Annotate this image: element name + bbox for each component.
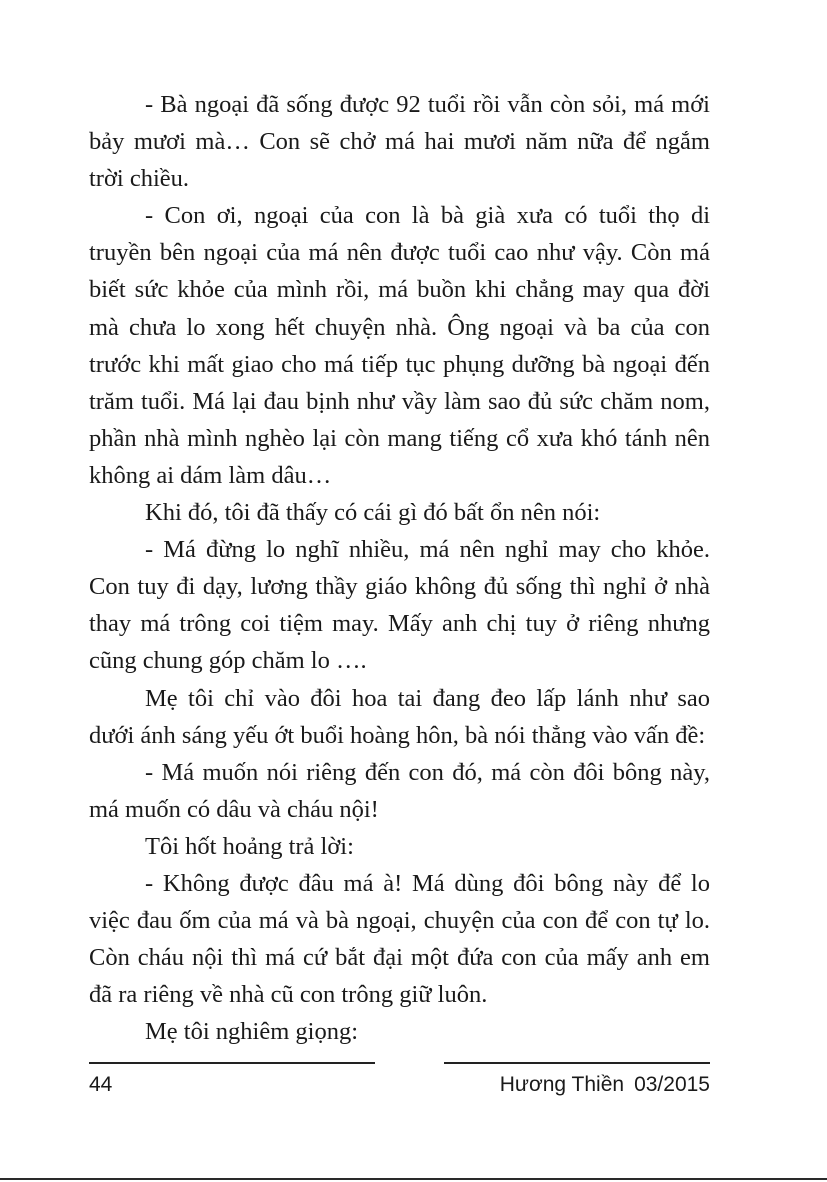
footer-author: Hương Thiền [499, 1073, 625, 1096]
paragraph: Tôi hốt hoảng trả lời: [145, 832, 354, 860]
body-text [89, 86, 710, 1050]
paragraph: - Má muốn nói riêng đến con đó, má còn đôi bông này, má muốn có dâu và cháu nội! [89, 758, 710, 823]
scan-bottom-edge [0, 1178, 827, 1180]
paragraph: Khi đó, tôi đã thấy có cái gì đó bất ổn nên nói: [145, 499, 601, 527]
paragraph: - Không được đâu má à! Má dùng đôi bông này để lo việc đau ốm của má và bà ngoại, chuyện của con để con tự lo. Còn cháu nội thì má cứ bắt đại một đứa con của mấy anh em đã ra riêng về nhà cũ con trông giữ luôn. [89, 869, 710, 1009]
paragraph: - Bà ngoại đã sống được 92 tuổi rồi vẫn còn sỏi, má mới bảy mươi mà… Con sẽ chở má hai mươi năm nữa để ngắm trời chiều. [89, 91, 710, 193]
running-footer [500, 1072, 710, 1098]
paragraph: Mẹ tôi chỉ vào đôi hoa tai đang đeo lấp lánh như sao dưới ánh sáng yếu ớt buổi hoàng hôn, bà nói thẳng vào vấn đề: [89, 684, 710, 749]
page-number: 44 [89, 1073, 113, 1096]
footer-rule-right [444, 1062, 710, 1064]
paragraph: - Con ơi, ngoại của con là bà già xưa có tuổi thọ di truyền bên ngoại của má nên được tuổi cao như vậy. Còn má biết sức khỏe của mình rồi, má buồn khi chẳng may qua đời mà chưa lo xong hết chuyện nhà. Ông ngoại và ba của con trước khi mất giao cho má tiếp tục phụng dưỡng bà ngoại đến trăm tuổi. Má lại đau bịnh như vầy làm sao đủ sức chăm nom, phần nhà mình nghèo lại còn mang tiếng cổ xưa khó tánh nên không ai dám làm dâu… [89, 202, 710, 489]
footer-rule-left [89, 1062, 375, 1064]
footer-issue: 03/2015 [634, 1073, 710, 1096]
paragraph: - Má đừng lo nghĩ nhiều, má nên nghỉ may cho khỏe. Con tuy đi dạy, lương thầy giáo không đủ sống thì nghỉ ở nhà thay má trông coi tiệm may. Mấy anh chị tuy ở riêng nhưng cũng chung góp chăm lo …. [89, 536, 710, 675]
paragraph: Mẹ tôi nghiêm giọng: [145, 1018, 358, 1046]
